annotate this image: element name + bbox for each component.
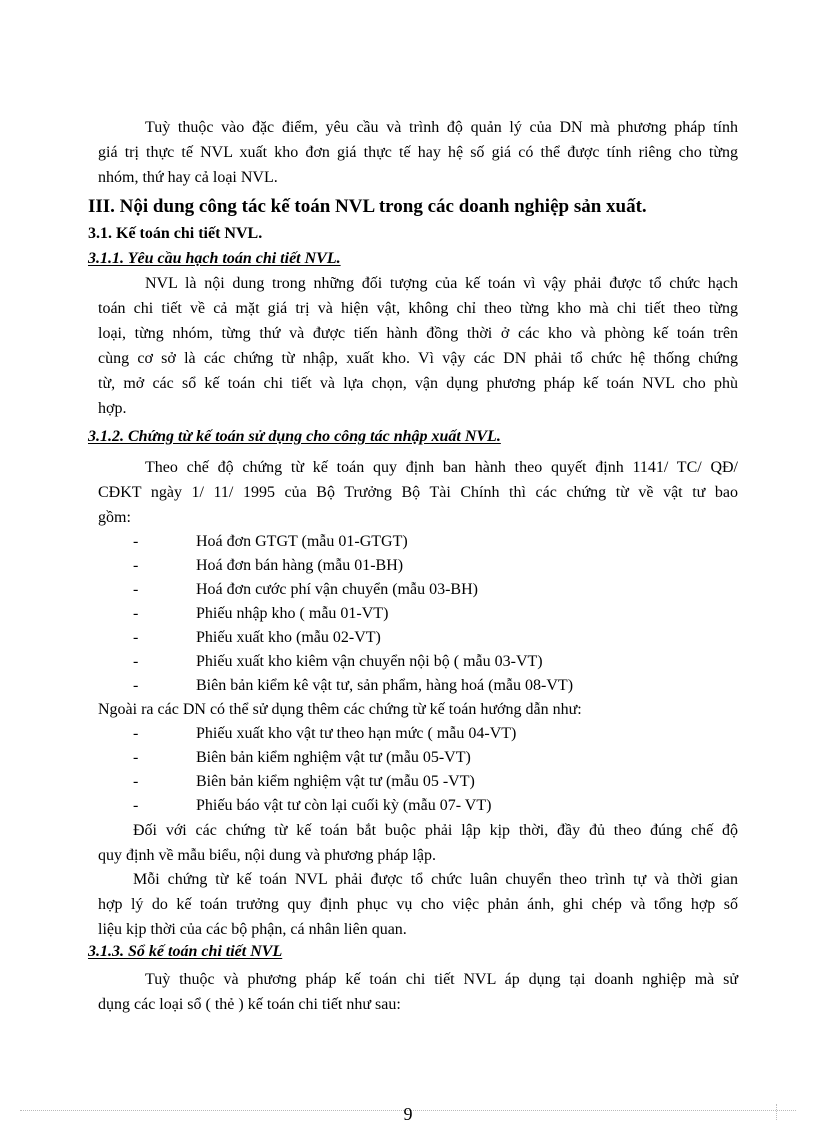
list-item: Hoá đơn GTGT (mẫu 01-GTGT) [196, 533, 408, 550]
list-item: Phiếu xuất kho kiêm vận chuyển nội bộ ( mẫu 03-VT) [196, 653, 543, 670]
list-bullet: - [133, 677, 139, 694]
heading-text: 3.1.2. Chứng từ kế toán sử dụng cho công tác nhập xuất NVL. [88, 428, 501, 445]
subsubsection-heading [88, 425, 728, 449]
heading-text: 3.1.1. Yêu cầu hạch toán chi tiết NVL. [88, 250, 341, 267]
paragraph-line: Mỗi chứng từ kế toán NVL phải được tổ chức luân chuyển theo trình tự và thời gian [133, 871, 738, 888]
paragraph-line: gồm: [98, 509, 131, 526]
paragraph-line: Ngoài ra các DN có thể sử dụng thêm các chứng từ kế toán hướng dẫn như: [98, 701, 582, 718]
page-number: 9 [403, 1104, 413, 1124]
list-bullet: - [133, 629, 139, 646]
paragraph-line: Tuỳ thuộc vào đặc điểm, yêu cầu và trình độ quản lý của DN mà phương pháp tính [145, 119, 738, 136]
list-bullet: - [133, 773, 139, 790]
list-item: Biên bản kiểm kê vật tư, sản phẩm, hàng hoá (mẫu 08-VT) [196, 677, 574, 694]
paragraph-line: toán chi tiết về cả mặt giá trị và hiện vật, không chỉ theo từng kho mà chi tiết theo từng [98, 300, 738, 317]
heading-text: 3.1.3. Sổ kế toán chi tiết NVL [88, 943, 283, 960]
list-item: Phiếu báo vật tư còn lại cuối kỳ (mẫu 07- VT) [196, 797, 492, 814]
paragraph-line: CĐKT ngày 1/ 11/ 1995 của Bộ Trưởng Bộ Tài Chính thì các chứng từ về vật tư bao [98, 484, 738, 501]
list-bullet: - [133, 557, 139, 574]
section-heading: III. Nội dung công tác kế toán NVL trong các doanh nghiệp sản xuất. [88, 196, 647, 217]
list-bullet: - [133, 725, 139, 742]
list-item: Phiếu xuất kho vật tư theo hạn mức ( mẫu 04-VT) [196, 725, 517, 742]
paragraph-line: dụng các loại sổ ( thẻ ) kế toán chi tiết như sau: [98, 996, 401, 1013]
paragraph-line: quy định về mẫu biểu, nội dung và phương pháp lập. [98, 847, 436, 864]
list-item: Biên bản kiểm nghiệm vật tư (mẫu 05 -VT) [196, 773, 475, 790]
paragraph-line: NVL là nội dung trong những đối tượng của kế toán vì vậy phải được tổ chức hạch [145, 275, 738, 292]
list-item: Phiếu xuất kho (mẫu 02-VT) [196, 629, 381, 646]
paragraph-line: Tuỳ thuộc và phương pháp kế toán chi tiết NVL áp dụng tại doanh nghiệp mà sử [145, 971, 738, 988]
paragraph-line: loại, từng nhóm, từng thứ và được tiến hành đồng thời ở các kho và phòng kế toán trên [98, 325, 738, 342]
paragraph-line: Đối với các chứng từ kế toán bắt buộc phải lập kịp thời, đầy đủ theo đúng chế độ [133, 822, 738, 839]
subsubsection-heading [88, 247, 728, 271]
paragraph-line: liệu kịp thời của các bộ phận, cá nhân liên quan. [98, 921, 407, 938]
paragraph-line: nhóm, thứ hay cả loại NVL. [98, 169, 278, 186]
list-bullet: - [133, 533, 139, 550]
list-item: Hoá đơn bán hàng (mẫu 01-BH) [196, 557, 404, 574]
paragraph-line: hợp lý do kế toán trưởng quy định phục vụ cho việc phản ánh, ghi chép và tổng hợp số [98, 896, 738, 913]
list-bullet: - [133, 581, 139, 598]
list-bullet: - [133, 605, 139, 622]
list-bullet: - [133, 749, 139, 766]
paragraph-line: từ, mở các sổ kế toán chi tiết và lựa chọn, vận dụng phương pháp kế toán NVL cho phù [98, 375, 738, 392]
list-bullet: - [133, 797, 139, 814]
list-item: Biên bản kiểm nghiệm vật tư (mẫu 05-VT) [196, 749, 471, 766]
paragraph-line: cùng cơ sở là các chứng từ nhập, xuất kho. Vì vậy các DN phải tổ chức hệ thống chứng [98, 350, 738, 367]
paragraph-line: Theo chế độ chứng từ kế toán quy định ban hành theo quyết định 1141/ TC/ QĐ/ [145, 459, 738, 476]
list-bullet: - [133, 653, 139, 670]
subsection-heading: 3.1. Kế toán chi tiết NVL. [88, 225, 263, 242]
paragraph-line: hợp. [98, 400, 127, 417]
paragraph-line: giá trị thực tế NVL xuất kho đơn giá thực tế hay hệ số giá có thể được tính riêng cho từng [98, 144, 738, 161]
subsubsection-heading [88, 940, 728, 964]
list-item: Hoá đơn cước phí vận chuyển (mẫu 03-BH) [196, 581, 478, 598]
list-item: Phiếu nhập kho ( mẫu 01-VT) [196, 605, 389, 622]
